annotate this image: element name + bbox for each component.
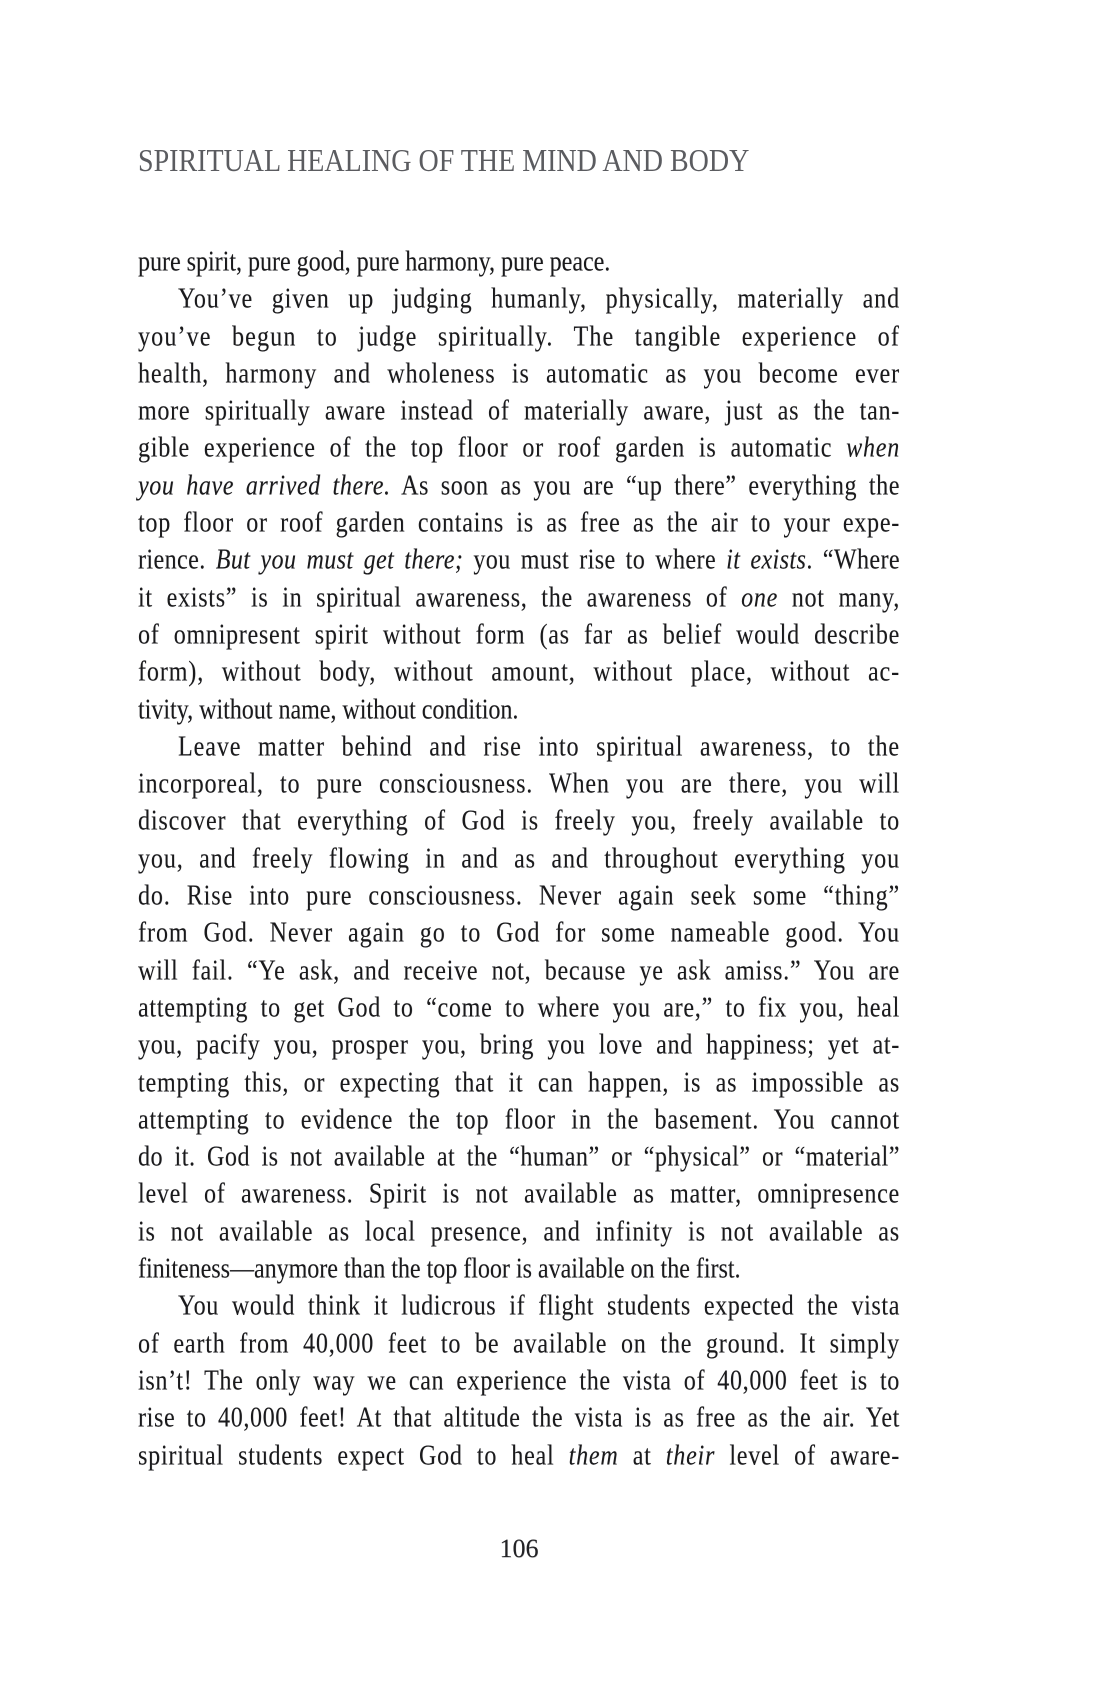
text-run: is not available as local presence, and infinity is not available as [138,1215,900,1248]
text-run: tempting this, or expecting that it can happen, is as impossible as [138,1066,900,1099]
text-run: rise to 40,000 feet! At that altitude the vista is as free as the air. Yet [138,1402,900,1434]
text-run: incorporeal, to pure consciousness. When you are there, you will [138,768,900,800]
text-run: will fail. “Ye ask, and receive not, because ye ask amiss.” You are [138,954,900,987]
body-text [138,244,900,1475]
text-run: . “Where [806,544,901,576]
text-run: You would think it ludicrous if flight students expected the vista [178,1290,900,1322]
running-header: SPIRITUAL HEALING OF THE MIND AND BODY [138,143,750,180]
text-run: at [618,1439,666,1471]
italic-text-run: when [846,432,900,464]
text-run: isn’t! The only way we can experience the vista of 40,000 feet is to [138,1365,900,1397]
text-run: from God. Never again go to God for some nameable good. You [138,917,900,949]
text-run: you, and freely flowing in and as and throughout everything you [138,843,900,875]
text-run: of omnipresent spirit without form (as far as belief would describe [138,619,900,651]
text-run: health, harmony and wholeness is automatic as you become ever [138,358,900,390]
text-run: pure spirit, pure good, pure harmony, pure peace. [138,246,611,278]
italic-text-run: them [568,1439,619,1471]
italic-text-run: it exists [726,544,807,576]
text-run: level of awareness. Spirit is not available as matter, omnipresence [138,1178,900,1210]
text-run: of earth from 40,000 feet to be available on the ground. It simply [138,1327,900,1360]
italic-text-run: you have arrived there. [138,470,391,502]
page-number: 106 [499,1534,539,1563]
text-run: attempting to get God to “come to where you are,” to fix you, heal [138,992,900,1024]
text-run: As soon as you are “up there” everything the [390,470,901,502]
text-run: level of aware- [715,1439,901,1471]
text-run: more spiritually aware instead of materially aware, just as the tan- [138,395,900,427]
italic-text-run: one [741,581,779,614]
text-run: Leave matter behind and rise into spiritual awareness, to the [178,731,900,763]
text-run: finiteness—anymore than the top floor is available on the first. [138,1253,741,1285]
text-run: discover that everything of God is freely you, freely available to [138,805,900,837]
text-run: spiritual students expect God to heal [138,1439,569,1471]
text-run: form), without body, without amount, without place, without ac- [138,656,900,688]
text-run: you must rise to where [463,544,727,576]
text-run: you, pacify you, prosper you, bring you love and happiness; yet at- [138,1029,900,1061]
text-run: attempting to evidence the top floor in the basement. You cannot [138,1104,900,1136]
text-run: do. Rise into pure consciousness. Never again seek some “thing” [138,880,900,912]
text-run: it exists” is in spiritual awareness, the awareness of [138,581,742,614]
text-run: top floor or roof garden contains is as free as the air to your expe- [138,507,900,539]
text-run: not many, [778,581,901,614]
text-run: tivity, without name, without condition. [138,693,519,726]
text-line [138,1434,900,1479]
text-run: you’ve begun to judge spiritually. The tangible experience of [138,320,900,353]
text-run: You’ve given up judging humanly, physically, materially and [178,283,900,315]
italic-text-run: their [665,1439,716,1471]
text-run: rience. [138,544,216,576]
text-run: gible experience of the top floor or roof garden is automatic [138,432,847,464]
text-run: do it. God is not available at the “human” or “physical” or “material” [138,1141,900,1173]
italic-text-run: But you must get there; [215,544,464,576]
